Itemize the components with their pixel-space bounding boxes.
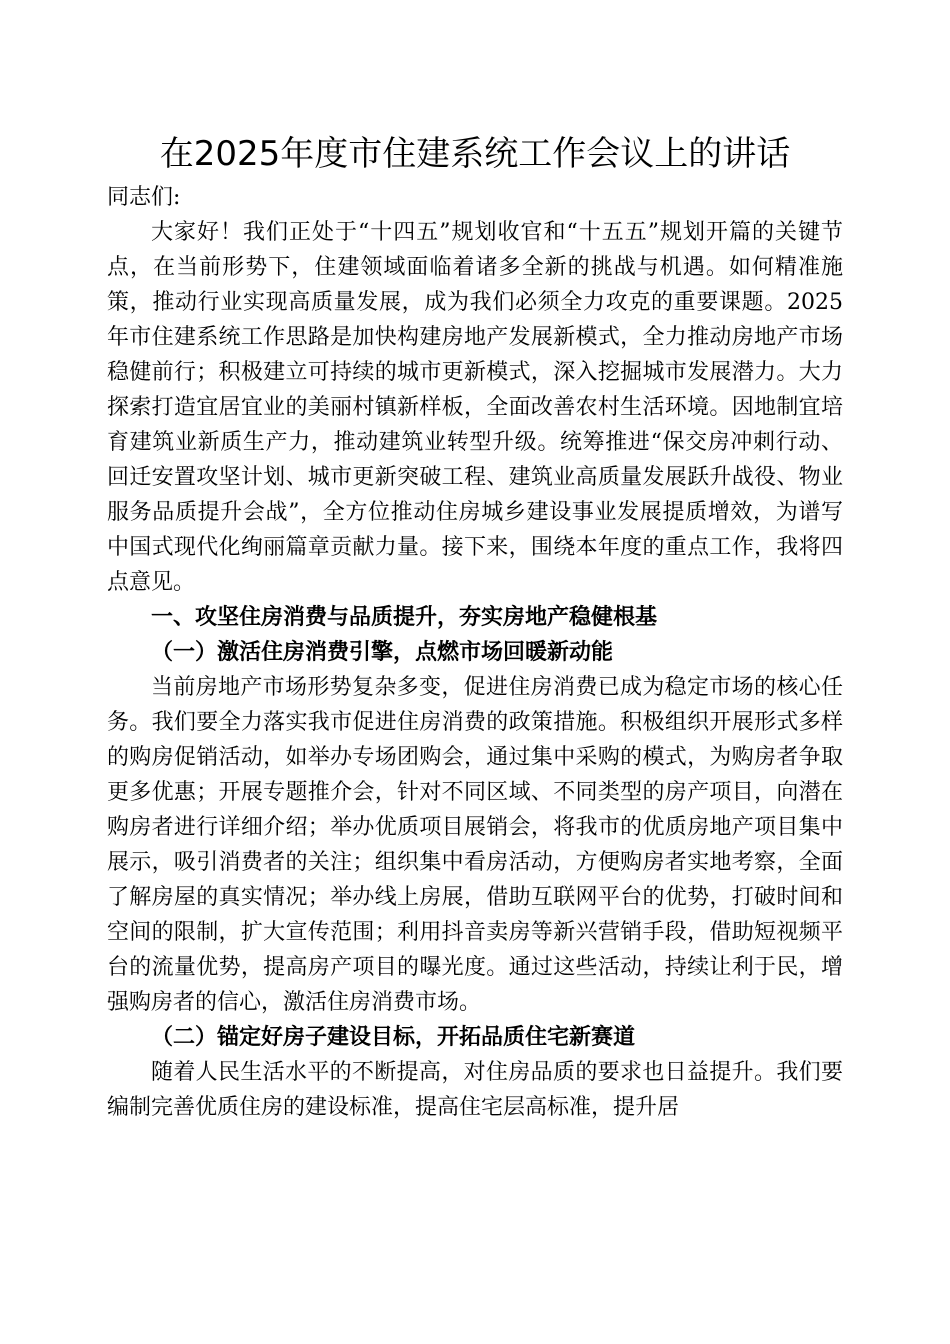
salutation: 同志们: xyxy=(107,185,181,210)
subsection-1-paragraph: 当前房地产市场形势复杂多变，促进住房消费已成为稳定市场的核心任务。我们要全力落实我市促进住房消费的政策措施。积极组织开展形式多样的购房促销活动，如举办专场团购会，通过集中采购的模式，为购房者争取更多优惠；开展专题推介会，针对不同区域、不同类型的房产项目，向潜在购房者进行详细介绍；举办优质项目展销会，将我市的优质房地产项目集中展示，吸引消费者的关注；组织集中看房活动，方便购房者实地考察，全面了解房屋的真实情况；举办线上房展，借助互联网平台的优势，打破时间和空间的限制，扩大宣传范围；利用抖音卖房等新兴营销手段，借助短视频平台的流量优势，提高房产项目的曝光度。通过这些活动，持续让利于民，增强购房者的信心，激活住房消费市场。 xyxy=(107,675,843,1015)
subsection-heading-1: （一）激活住房消费引擎，点燃市场回暖新动能 xyxy=(151,639,614,665)
document-title: 在2025年度市住建系统工作会议上的讲话 xyxy=(159,134,791,174)
subsection-heading-2: （二）锚定好房子建设目标，开拓品质住宅新赛道 xyxy=(151,1024,636,1050)
intro-paragraph: 大家好！我们正处于“十四五”规划收官和“十五五”规划开篇的关键节点，在当前形势下，住建领域面临着诸多全新的挑战与机遇。如何精准施策，推动行业实现高质量发展，成为我们必须全力攻克的重要课题。2025年市住建系统工作思路是加快构建房地产发展新模式，全力推动房地产市场稳健前行；积极建立可持续的城市更新模式，深入挖掘城市发展潜力。大力探索打造宜居宜业的美丽村镇新样板，全面改善农村生活环境。因地制宜培育建筑业新质生产力，推动建筑业转型升级。统筹推进“保交房冲刺行动、回迁安置攻坚计划、城市更新突破工程、建筑业高质量发展跃升战役、物业服务品质提升会战”，全方位推动住房城乡建设事业发展提质增效，为谱写中国式现代化绚丽篇章贡献力量。接下来，围绕本年度的重点工作，我将四点意见。 xyxy=(107,220,843,595)
subsection-2-paragraph: 随着人民生活水平的不断提高，对住房品质的要求也日益提升。我们要编制完善优质住房的建设标准，提高住宅层高标准，提升居 xyxy=(107,1060,843,1120)
section-heading-1: 一、攻坚住房消费与品质提升，夯实房地产稳健根基 xyxy=(151,604,658,630)
document-body xyxy=(107,180,843,1125)
